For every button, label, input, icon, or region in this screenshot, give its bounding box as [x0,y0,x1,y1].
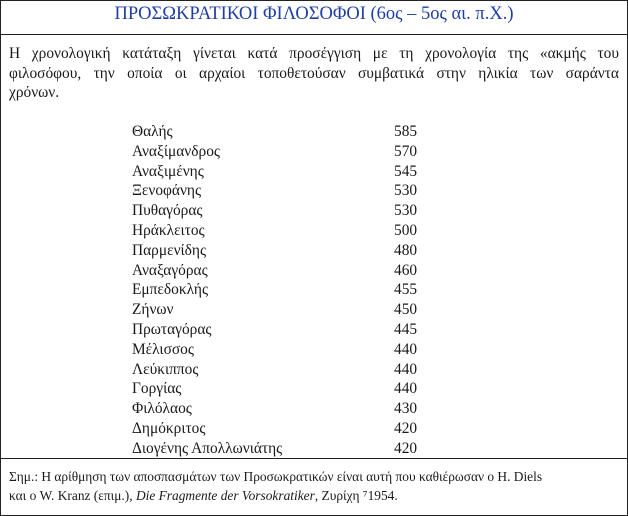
philosopher-name: Πρωταγόρας [132,320,212,338]
philosopher-name: Αναξίμανδρος [132,142,220,160]
philosopher-year: 545 [394,162,418,180]
philosopher-name: Γοργίας [132,380,182,398]
philosopher-name: Δημόκριτος [132,419,206,437]
table-row [132,201,422,221]
philosopher-name: Αναξιμένης [132,162,204,180]
content-box [1,35,627,459]
book-title: Die Fragmente der Vorsokratiker [135,488,315,503]
intro-line: χρόνων. [9,84,60,101]
philosopher-year: 420 [394,419,418,437]
intro-paragraph [9,44,619,103]
table-row [132,142,422,162]
table-row [132,399,422,419]
philosopher-year: 445 [394,320,418,338]
table-row [132,241,422,261]
philosopher-year: 530 [394,202,418,220]
table-row [132,300,422,320]
philosopher-name: Διογένης Απολλωνιάτης [132,439,283,457]
note-box [1,459,627,515]
table-row [132,162,422,182]
intro-line: φιλοσόφου, την οποία οι αρχαίοι τοποθετούσαν συμβατικά στην ηλικία των σαράντα [9,64,619,82]
philosopher-year: 460 [394,261,418,279]
philosopher-year: 440 [394,340,418,358]
table-row [132,379,422,399]
philosopher-name: Λεύκιππος [132,360,199,378]
philosopher-year: 500 [394,221,418,239]
philosopher-name: Ζήνων [132,301,174,319]
table-row [132,340,422,360]
table-row [132,360,422,380]
footnote-text: , Ζυρίχη ⁷1954. [314,488,398,503]
table-row [132,280,422,300]
philosopher-year: 440 [394,360,418,378]
footnote-text: και ο W. Kranz (επιμ.), [9,488,136,503]
table-row [132,320,422,340]
philosopher-name: Παρμενίδης [132,241,207,259]
philosopher-year: 430 [394,400,418,418]
table-row [132,122,422,142]
philosopher-name: Θαλής [132,123,173,140]
philosopher-name: Ξενοφάνης [132,182,202,200]
philosopher-name: Αναξαγόρας [132,261,208,279]
philosopher-year: 480 [394,241,418,259]
table-row [132,419,422,439]
table-row [132,439,422,459]
footnote-line [9,486,621,505]
philosopher-year: 585 [394,123,418,140]
table-row [132,261,422,281]
philosopher-name: Εμπεδοκλής [132,281,209,299]
page-title: ΠΡΟΣΩΚΡΑΤΙΚΟΙ ΦΙΛΟΣΟΦΟΙ (6ος – 5ος αι. π.Χ.) [114,4,514,24]
table-row [132,181,422,201]
philosopher-year: 450 [394,301,418,319]
philosopher-year: 570 [394,142,418,160]
title-box [1,1,627,35]
table-row [132,221,422,241]
philosopher-name: Φιλόλαος [132,400,192,418]
philosopher-year: 455 [394,281,418,299]
philosopher-year: 420 [394,439,418,457]
philosopher-name: Ηράκλειτος [132,221,205,239]
philosopher-name: Πυθαγόρας [132,202,203,220]
philosopher-year: 530 [394,182,418,200]
intro-line: Η χρονολογική κατάταξη γίνεται κατά προσέγγιση με τη χρονολογία της «ακμής του [9,45,619,62]
philosophers-table [132,122,422,459]
philosopher-year: 440 [394,380,418,398]
philosopher-name: Μέλισσος [132,340,194,358]
footnote-line: Σημ.: Η αρίθμηση των αποσπασμάτων των Προσωκρατικών είναι αυτή που καθιέρωσαν ο H. Diels [9,469,543,484]
footnote [9,467,621,505]
